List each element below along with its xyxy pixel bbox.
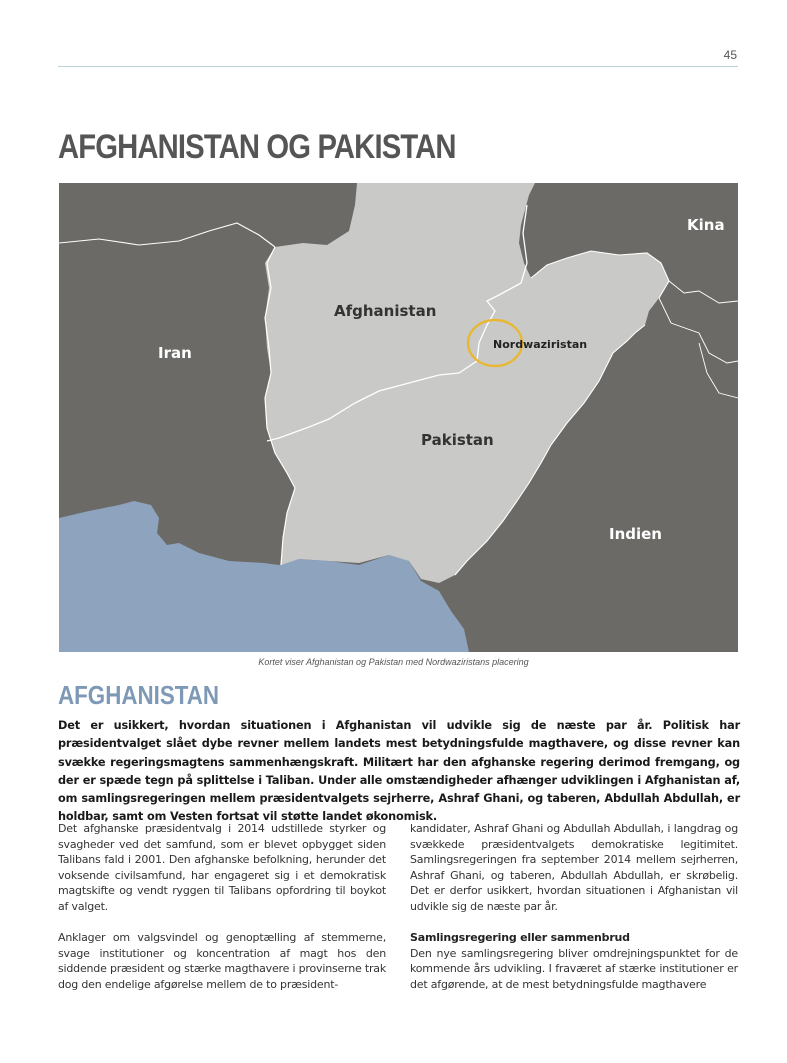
page-number: 45: [723, 48, 737, 62]
label-iran: Iran: [158, 344, 192, 362]
body-paragraph: kandidater, Ashraf Ghani og Abdullah Abdullah, i langdrag og svækkede præsidentvalgets demokratiske legitimitet. Samlingsregeringen fra september 2014 mellem sejrherren, Ashraf Ghani, og taberen, Abdullah Abdullah, er skrøbelig. Det er derfor usikkert, hvordan situationen i Afghanistan vil udvikle sig de næste par år.: [410, 822, 738, 913]
body-column-left: [58, 821, 386, 1008]
label-afghanistan: Afghanistan: [334, 302, 437, 320]
subheading: Samlingsregering eller sammenbrud: [410, 931, 630, 945]
lead-paragraph: Det er usikkert, hvordan situationen i Afghanistan vil udvikle sig de næste par år. Politisk har præsidentvalget slået dybe revner mellem landets mest betydningsfulde magthavere, og disse revner kan svække regeringsmagtens sammenhængskraft. Militært har den afghanske regering derimod fremgang, og der er spæde tegn på splittelse i Taliban. Under alle omstændigheder afhænger udviklingen i Afghanistan af, om samlingsregeringen mellem præsidentvalgets sejrherre, Ashraf Ghani, og taberen, Abdullah Abdullah, er holdbar, samt om Vesten fortsat vil støtte landet økonomisk.: [58, 719, 740, 824]
body-paragraph: Den nye samlingsregering bliver omdrejningspunktet for de kommende års udvikling. I fraværet af stærke institutioner er det afgørende, at de mest betydningsfulde magthavere: [410, 946, 738, 991]
body-paragraph: Det afghanske præsidentvalg i 2014 udstillede styrker og svagheder ved det samfund, som er blevet opbygget siden Talibans fald i 2001. Den afghanske befolkning, herunder det voksende civilsamfund, har engageret sig i et demokratisk magtskifte og vendt ryggen til Talibans opfordring til boykot af valget.: [58, 822, 386, 913]
body-column-right: [410, 821, 738, 1008]
map-figure: [59, 183, 738, 652]
label-indien: Indien: [609, 525, 662, 543]
section-title: AFGHANISTAN: [58, 680, 220, 710]
page-title: AFGHANISTAN OG PAKISTAN: [58, 128, 456, 166]
label-nordwaziristan: Nordwaziristan: [493, 338, 588, 351]
body-paragraph: Anklager om valgsvindel og genoptælling af stemmerne, svage institutioner og koncentration af magt hos den siddende præsident og stærke magthavere i provinserne trak dog den endelige afgørelse mellem de to præsident-: [58, 931, 386, 991]
label-pakistan: Pakistan: [421, 431, 494, 449]
label-kina: Kina: [687, 216, 725, 234]
header-rule: [58, 66, 738, 67]
map-caption: Kortet viser Afghanistan og Pakistan med Nordwaziristans placering: [258, 657, 529, 667]
